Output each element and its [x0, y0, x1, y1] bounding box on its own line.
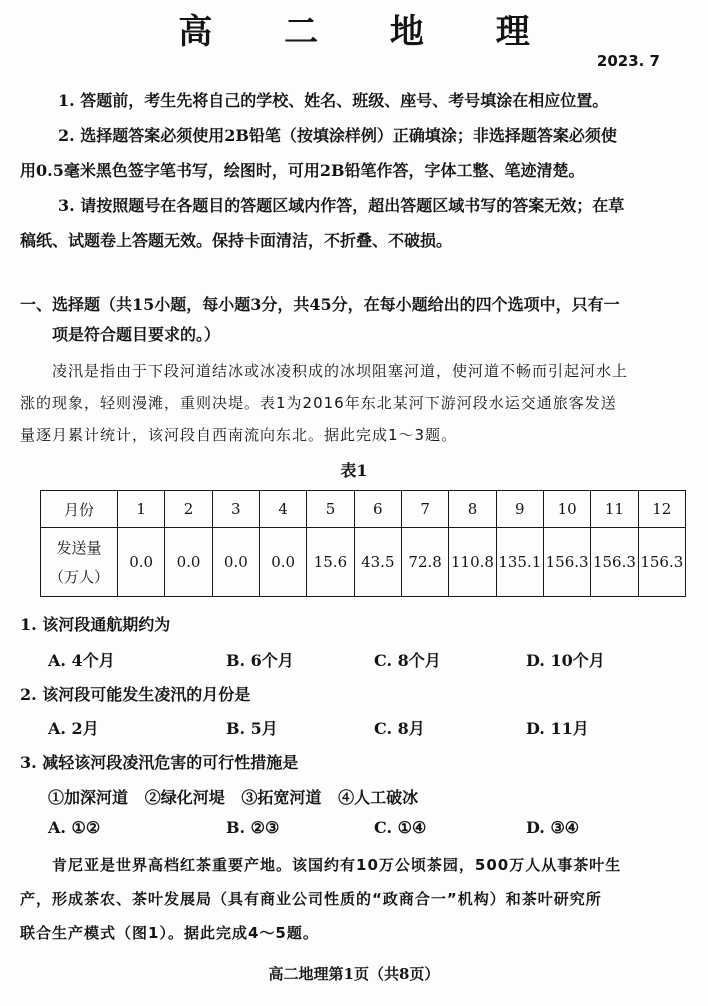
passage-1-line-1: 凌汛是指由于下段河道结冰或冰凌积成的冰坝阻塞河道，使河道不畅而引起河水上	[52, 362, 629, 380]
value-cell: 0.0	[259, 528, 306, 597]
month-cell: 10	[543, 491, 590, 528]
instruction-3: 3. 请按照题号在各题目的答题区域内作答，超出答题区域书写的答案无效；在草	[58, 196, 625, 215]
month-cell: 12	[638, 491, 685, 528]
month-cell: 3	[212, 491, 259, 528]
month-cell: 1	[118, 491, 165, 528]
value-cell: 0.0	[118, 528, 165, 597]
question-3-stem: 3. 减轻该河段凌汛危害的可行性措施是	[20, 753, 299, 772]
q3-option-d: D. ③④	[526, 818, 580, 837]
passage-1-line-3: 量逐月累计统计，该河段自西南流向东北。据此完成1～3题。	[20, 426, 458, 444]
value-cell: 156.3	[591, 528, 638, 597]
passage-2-line-2: 产，形成茶农、茶叶发展局（具有商业公司性质的“政商合一”机构）和茶叶研究所	[20, 890, 602, 908]
month-cell: 7	[401, 491, 448, 528]
table-row-values	[41, 528, 686, 597]
passenger-volume-table	[40, 490, 686, 597]
month-cell: 6	[354, 491, 401, 528]
value-cell: 135.1	[496, 528, 543, 597]
q3-option-b: B. ②③	[226, 818, 280, 837]
month-cell: 9	[496, 491, 543, 528]
q1-option-b: B. 6个月	[226, 651, 294, 670]
month-cell: 8	[449, 491, 496, 528]
q1-option-c: C. 8个月	[374, 651, 441, 670]
value-cell: 156.3	[638, 528, 685, 597]
value-header-line-2: （万人）	[48, 568, 109, 586]
q1-option-a: A. 4个月	[48, 651, 115, 670]
table-caption: 表1	[340, 461, 368, 480]
month-cell: 5	[307, 491, 354, 528]
section-heading: 一、选择题（共15小题，每小题3分，共45分，在每小题给出的四个选项中，只有一	[20, 295, 620, 314]
value-header	[41, 528, 118, 597]
value-cell: 156.3	[543, 528, 590, 597]
value-cell: 110.8	[449, 528, 496, 597]
q1-option-d: D. 10个月	[526, 651, 605, 670]
exam-title: 高 二 地 理	[178, 12, 560, 52]
passage-2-line-1: 肯尼亚是世界高档红茶重要产地。该国约有10万公顷茶园，500万人从事茶叶生	[52, 856, 622, 874]
month-cell: 2	[165, 491, 212, 528]
value-header-line-1: 发送量	[56, 539, 102, 557]
value-cell: 0.0	[212, 528, 259, 597]
section-heading-cont: 项是符合题目要求的。）	[52, 325, 221, 344]
q2-option-d: D. 11月	[526, 719, 589, 738]
page-footer: 高二地理第1页（共8页）	[268, 965, 440, 983]
value-cell: 0.0	[165, 528, 212, 597]
passage-1-line-2: 涨的现象，轻则漫滩，重则决堤。表1为2016年东北某河下游河段水运交通旅客发送	[20, 394, 617, 412]
q3-option-c: C. ①④	[374, 818, 427, 837]
instruction-2-cont: 用0.5毫米黑色签字笔书写，绘图时，可用2B铅笔作答，字体工整、笔迹清楚。	[20, 161, 585, 180]
q2-option-c: C. 8月	[374, 719, 425, 738]
instruction-3-cont: 稿纸、试题卷上答题无效。保持卡面清洁，不折叠、不破损。	[20, 231, 453, 250]
q3-option-a: A. ①②	[48, 818, 101, 837]
month-cell: 4	[259, 491, 306, 528]
month-header: 月份	[41, 491, 118, 528]
q3-measures: ①加深河道 ②绿化河堤 ③拓宽河道 ④人工破冰	[48, 788, 419, 807]
table-row-months	[41, 491, 686, 528]
instruction-2: 2. 选择题答案必须使用2B铅笔（按填涂样例）正确填涂；非选择题答案必须使	[58, 126, 617, 145]
passage-2-line-3: 联合生产模式（图1）。据此完成4～5题。	[20, 924, 319, 942]
value-cell: 43.5	[354, 528, 401, 597]
month-cell: 11	[591, 491, 638, 528]
q2-option-b: B. 5月	[226, 719, 278, 738]
value-cell: 72.8	[401, 528, 448, 597]
question-2-stem: 2. 该河段可能发生凌汛的月份是	[20, 685, 251, 704]
q2-option-a: A. 2月	[48, 719, 99, 738]
value-cell: 15.6	[307, 528, 354, 597]
question-1-stem: 1. 该河段通航期约为	[20, 615, 171, 634]
exam-date: 2023. 7	[596, 52, 660, 70]
instruction-1: 1. 答题前，考生先将自己的学校、姓名、班级、座号、考号填涂在相应位置。	[58, 91, 609, 110]
